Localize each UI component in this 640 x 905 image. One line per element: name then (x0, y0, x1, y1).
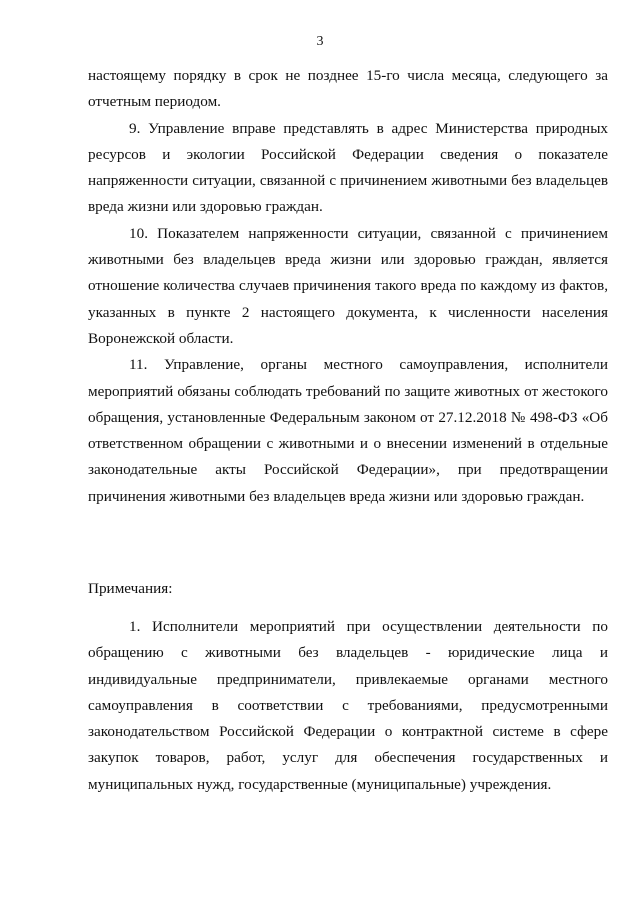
page-number: 3 (316, 34, 324, 49)
paragraph-item-11: 11. Управление, органы местного самоуправления, исполнители мероприятий обязаны соблюдать требований по защите животных от жестокого обращения, установленные Федеральным законом от 27.12.2018 № 498-ФЗ «Об ответственном обращении с животными и о внесении изменений в отдельные законодательные акты Российской Федерации», при предотвращении причинения животными без владельцев вреда жизни или здоровью граждан. (88, 356, 608, 505)
paragraph-item-10: 10. Показателем напряженности ситуации, связанной с причинением животными без владельцев вреда жизни или здоровью граждан, является отношение количества случаев причинения такого вреда по каждому из фактов, указанных в пункте 2 настоящего документа, к численности населения Воронежской области. (88, 224, 608, 347)
notes-title: Примечания: (88, 580, 173, 597)
notes-section (88, 614, 608, 798)
note-item-1: 1. Исполнители мероприятий при осуществлении деятельности по обращению с животными без владельцев - юридические лица и индивидуальные предприниматели, привлекаемые органами местного самоуправления в соответствии с требованиями, предусмотренными законодательством Российской Федерации о контрактной системе в сфере закупок товаров, работ, услуг для обеспечения государственных и муниципальных нужд, государственные (муниципальные) учреждения. (88, 618, 608, 793)
paragraph-continuation: настоящему порядку в срок не позднее 15-го числа месяца, следующего за отчетным периодом. (88, 67, 608, 111)
paragraph-item-9: 9. Управление вправе представлять в адрес Министерства природных ресурсов и экологии Российской Федерации сведения о показателе напряженности ситуации, связанной с причинением животными без владельцев вреда жизни или здоровью граждан. (88, 119, 608, 216)
main-text (88, 63, 608, 510)
